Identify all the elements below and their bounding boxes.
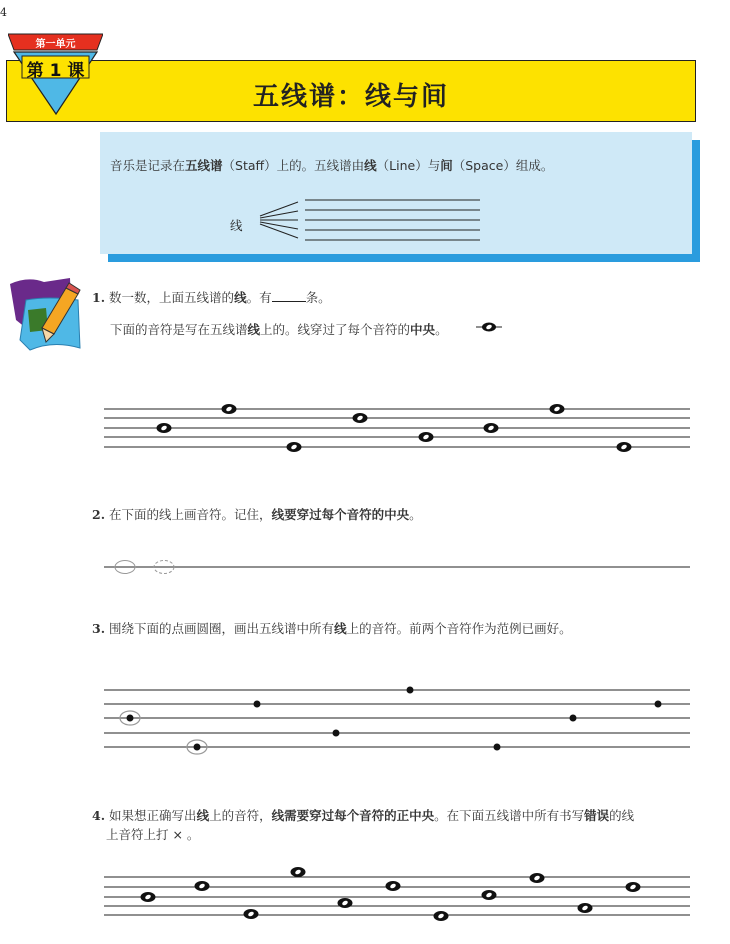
intro-line-word: 线 xyxy=(364,158,377,173)
q1-sub-post: 。 xyxy=(435,322,448,337)
intro-mid2: （Line）与 xyxy=(376,158,441,173)
whole-note xyxy=(291,867,306,877)
diagram-label: 线 xyxy=(230,218,243,233)
question-3 xyxy=(92,619,572,637)
info-box xyxy=(100,132,692,254)
q4-number: 4. xyxy=(92,808,106,823)
intro-text xyxy=(110,156,553,174)
q4-mid2: 。在下面五线谱中所有书写 xyxy=(434,808,585,823)
q1-pre: 数一数，上面五线谱的 xyxy=(109,290,235,305)
q4-line2: 上音符上打 × 。 xyxy=(106,827,200,842)
whole-note xyxy=(626,882,641,892)
note-dot xyxy=(194,744,201,751)
whole-note xyxy=(386,881,401,891)
q2-bold: 线要穿过每个音符的中央 xyxy=(271,507,410,522)
note-dot xyxy=(570,715,577,722)
intro-pre: 音乐是记录在 xyxy=(110,158,186,173)
staff-diagram xyxy=(250,192,490,252)
q1-sub-pre: 下面的音符是写在五线谱 xyxy=(110,322,248,337)
note-dot xyxy=(494,744,501,751)
q3-pre: 围绕下面的点画圆圈，画出五线谱中所有 xyxy=(109,621,335,636)
pencil-icon xyxy=(8,270,84,354)
q4-bold2: 线需要穿过每个音符的正中央 xyxy=(271,808,435,823)
q2-number: 2. xyxy=(92,507,106,522)
lesson-badge xyxy=(8,32,103,116)
q4-mid1: 上的音符， xyxy=(209,808,272,823)
unit-label: 第一单元 xyxy=(35,39,76,50)
note-dot xyxy=(407,687,414,694)
note-dot xyxy=(333,730,340,737)
q1-mid: 。有 xyxy=(246,290,272,305)
note-group-q4 xyxy=(141,867,641,921)
intro-space-word: 间 xyxy=(440,158,453,173)
whole-note xyxy=(287,442,302,452)
whole-note xyxy=(244,909,259,919)
whole-note xyxy=(550,404,565,414)
q3-bold: 线 xyxy=(334,621,347,636)
lesson-number: 第 1 课 xyxy=(26,61,85,81)
answer-blank[interactable] xyxy=(272,289,306,302)
q1-sub-bold1: 线 xyxy=(247,322,261,337)
whole-note xyxy=(195,881,210,891)
question-1 xyxy=(92,288,331,306)
q4-post: 的线 xyxy=(609,808,635,823)
whole-note xyxy=(482,890,497,900)
intro-mid1: （Staff）上的。五线谱由 xyxy=(222,158,365,173)
drawing-line-q2[interactable] xyxy=(0,555,730,579)
note-example-icon xyxy=(476,320,502,334)
question-4 xyxy=(92,806,702,844)
note-dot xyxy=(127,715,134,722)
whole-note xyxy=(141,892,156,902)
q1-subtext xyxy=(110,320,448,338)
whole-note xyxy=(338,898,353,908)
staff-q1 xyxy=(0,395,730,465)
title-bar xyxy=(6,60,696,122)
question-2 xyxy=(92,505,422,523)
intro-post: （Space）组成。 xyxy=(452,158,554,173)
q1-post: 条。 xyxy=(305,290,331,305)
q2-pre: 在下面的线上画音符。记住， xyxy=(109,507,272,522)
q1-sub-mid: 上的。线穿过了每个音符的 xyxy=(260,322,411,337)
whole-note xyxy=(617,442,632,452)
page-number: 4 xyxy=(0,6,7,19)
q4-pre: 如果想正确写出 xyxy=(109,808,197,823)
whole-note xyxy=(434,911,449,921)
note-dot xyxy=(655,701,662,708)
intro-staff-word: 五线谱 xyxy=(185,158,223,173)
whole-note xyxy=(222,404,237,414)
whole-note xyxy=(419,432,434,442)
q3-post: 上的音符。前两个音符作为范例已画好。 xyxy=(346,621,572,636)
q1-bold: 线 xyxy=(234,290,247,305)
whole-note xyxy=(157,423,172,433)
lesson-title: 五线谱：线与间 xyxy=(252,82,449,112)
q1-number: 1. xyxy=(92,290,106,305)
whole-note xyxy=(484,423,499,433)
note-dot xyxy=(254,701,261,708)
q4-bold3: 错误 xyxy=(584,808,610,823)
q4-bold1: 线 xyxy=(196,808,210,823)
staff-q4[interactable] xyxy=(0,862,730,928)
whole-note xyxy=(530,873,545,883)
whole-note xyxy=(578,903,593,913)
q2-post: 。 xyxy=(409,507,422,522)
staff-q3[interactable] xyxy=(0,680,730,760)
q3-number: 3. xyxy=(92,621,106,636)
whole-note xyxy=(353,413,368,423)
q1-sub-bold2: 中央 xyxy=(410,322,436,337)
